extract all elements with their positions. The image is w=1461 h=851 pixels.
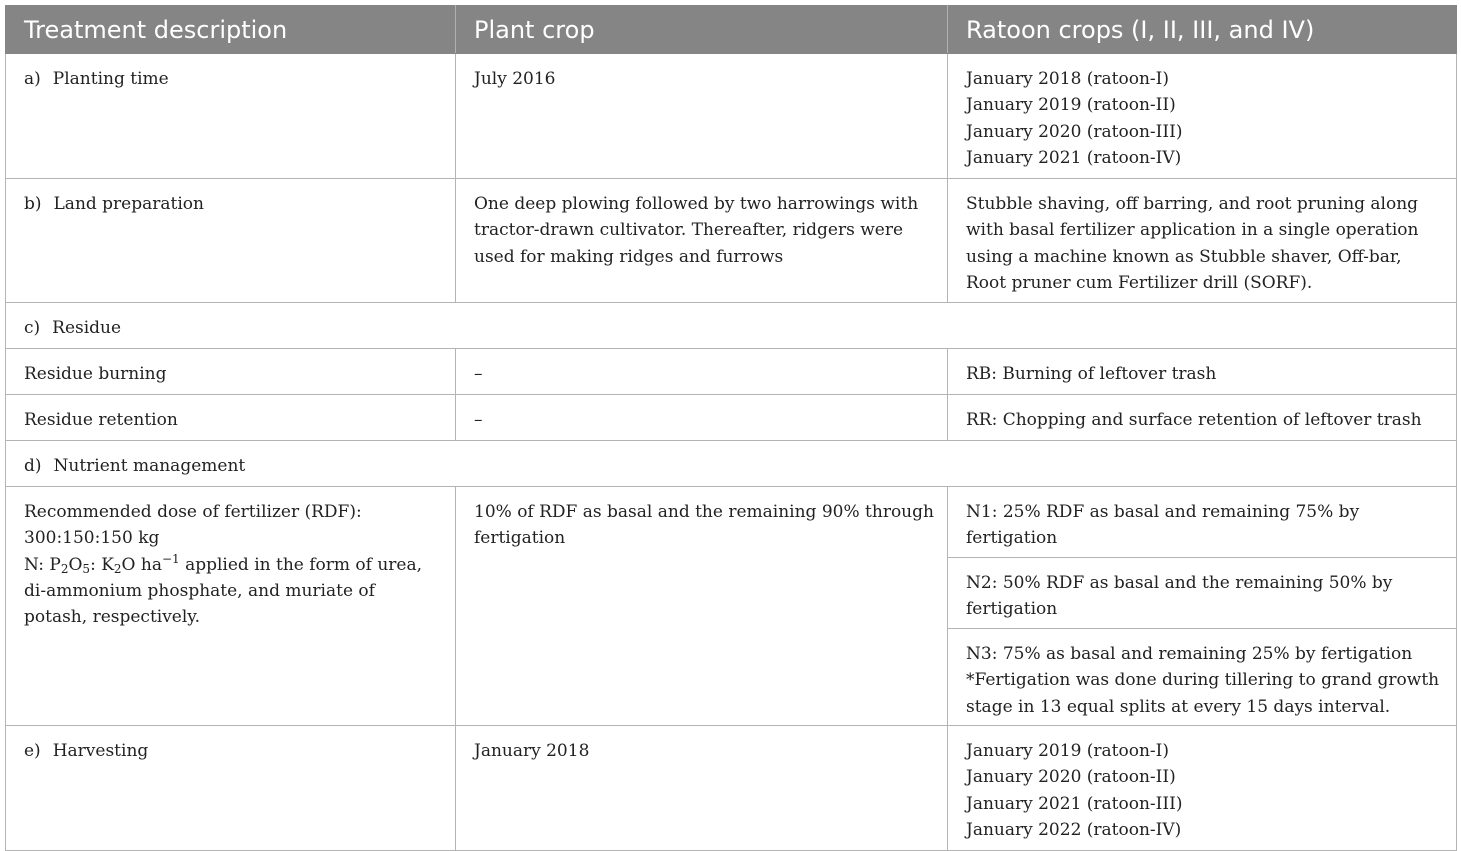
- rdf-text: O: [68, 554, 83, 575]
- rdf-subscript: 5: [82, 561, 91, 576]
- nutrient-n1-cell: N1: 25% RDF as basal and remaining 75% by fertigation: [948, 487, 1457, 558]
- row-nutrient-section: [6, 441, 1457, 487]
- row-letter: d): [24, 456, 42, 476]
- residue-retention-plant-cell: –: [456, 395, 948, 441]
- row-letter: e): [24, 741, 41, 761]
- planting-time-plant-cell: July 2016: [456, 54, 948, 179]
- ratoon-date: January 2021 (ratoon-IV): [966, 147, 1182, 168]
- land-preparation-label-cell: [6, 179, 456, 303]
- treatment-table: [5, 5, 1457, 851]
- row-letter: c): [24, 318, 41, 338]
- rdf-text: N: P: [24, 554, 61, 575]
- nutrient-n2-cell: N2: 50% RDF as basal and the remaining 50% by fertigation: [948, 558, 1457, 629]
- row-title: Residue: [52, 318, 122, 338]
- ratoon-date: January 2021 (ratoon-III): [966, 793, 1183, 814]
- row-letter: b): [24, 194, 42, 214]
- row-nutrient-n1: [6, 487, 1457, 558]
- land-preparation-plant-cell: One deep plowing followed by two harrowings with tractor-drawn cultivator. Thereafter, ridgers were used for making ridges and furrows: [456, 179, 948, 303]
- rdf-superscript: −1: [161, 551, 180, 566]
- header-plant-crop: Plant crop: [456, 6, 948, 54]
- row-residue-retention: [6, 395, 1457, 441]
- ratoon-date: January 2019 (ratoon-I): [966, 741, 1170, 761]
- rdf-formula: [24, 551, 423, 628]
- nutrient-section-cell: [6, 441, 1457, 487]
- header-treatment-description: Treatment description: [6, 6, 456, 54]
- harvesting-label-cell: [6, 726, 456, 851]
- residue-retention-ratoon-cell: RR: Chopping and surface retention of leftover trash: [948, 395, 1457, 441]
- rdf-text: applied in the form of urea, di-ammonium phosphate, and muriate of potash, respectively.: [24, 554, 423, 628]
- ratoon-date: January 2018 (ratoon-I): [966, 69, 1170, 89]
- header-ratoon-crops: Ratoon crops (I, II, III, and IV): [948, 6, 1457, 54]
- residue-burning-ratoon-cell: RB: Burning of leftover trash: [948, 349, 1457, 395]
- rdf-subscript: 2: [60, 561, 69, 576]
- row-title: Nutrient management: [53, 456, 246, 476]
- residue-retention-label-cell: Residue retention: [6, 395, 456, 441]
- nutrient-n3-cell: [948, 629, 1457, 726]
- nutrient-plant-cell: 10% of RDF as basal and the remaining 90% through fertigation: [456, 487, 948, 726]
- planting-time-label-cell: [6, 54, 456, 179]
- fertigation-note: *Fertigation was done during tillering to grand growth stage in 13 equal splits at every 15 days interval.: [966, 670, 1440, 717]
- residue-burning-plant-cell: –: [456, 349, 948, 395]
- row-title: Harvesting: [52, 741, 149, 761]
- row-letter: a): [24, 69, 41, 89]
- row-land-preparation: [6, 179, 1457, 303]
- n3-text: N3: 75% as basal and remaining 25% by fertigation: [966, 644, 1413, 664]
- header-row: [6, 6, 1457, 54]
- rdf-text: : K: [90, 554, 114, 575]
- rdf-subscript: 2: [113, 561, 122, 576]
- residue-section-cell: [6, 303, 1457, 349]
- row-harvesting: [6, 726, 1457, 851]
- row-title: Planting time: [52, 69, 169, 89]
- row-residue-burning: [6, 349, 1457, 395]
- row-residue-section: [6, 303, 1457, 349]
- row-title: Land preparation: [53, 194, 204, 214]
- ratoon-date: January 2022 (ratoon-IV): [966, 819, 1182, 840]
- residue-burning-label-cell: Residue burning: [6, 349, 456, 395]
- ratoon-date: January 2020 (ratoon-II): [966, 767, 1176, 788]
- land-preparation-ratoon-cell: Stubble shaving, off barring, and root pruning along with basal fertilizer application in a single operation using a machine known as Stubble shaver, Off-bar, Root pruner cum Fertilizer drill (SORF).: [948, 179, 1457, 303]
- ratoon-date: January 2020 (ratoon-III): [966, 121, 1183, 142]
- harvesting-ratoon-cell: [948, 726, 1457, 851]
- rdf-line: 300:150:150 kg: [24, 528, 160, 549]
- planting-time-ratoon-cell: [948, 54, 1457, 179]
- rdf-line: Recommended dose of fertilizer (RDF):: [24, 502, 362, 522]
- ratoon-date: January 2019 (ratoon-II): [966, 95, 1176, 116]
- row-planting-time: [6, 54, 1457, 179]
- harvesting-plant-cell: January 2018: [456, 726, 948, 851]
- rdf-text: O ha: [121, 554, 162, 575]
- rdf-description-cell: [6, 487, 456, 726]
